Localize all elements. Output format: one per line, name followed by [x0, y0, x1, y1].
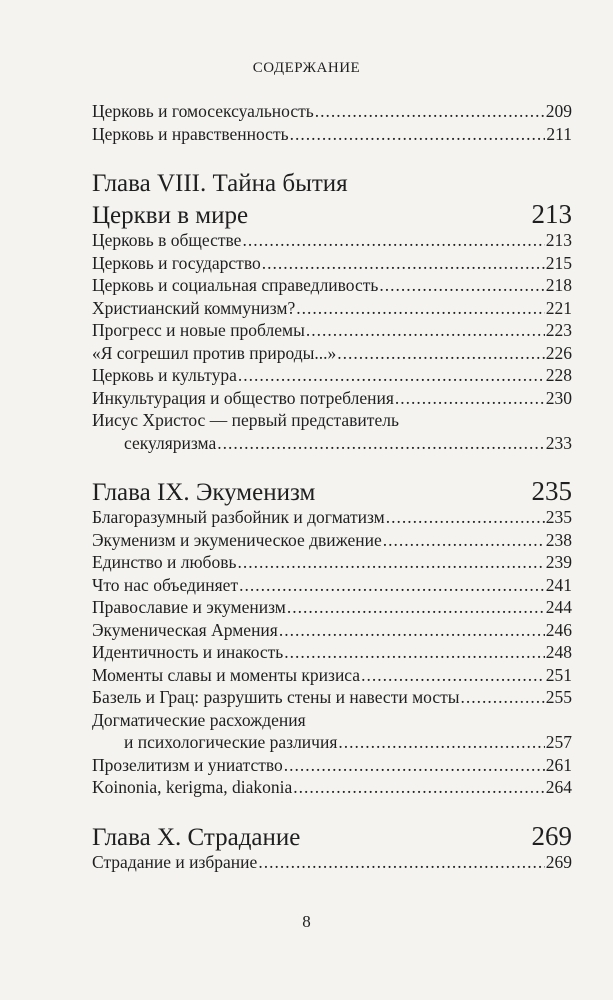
toc-entry-title: Прозелитизм и униатство [92, 754, 283, 775]
toc-entry-page: 251 [545, 664, 572, 685]
dot-leader [461, 686, 545, 709]
toc-entry-page: 221 [545, 297, 572, 318]
dot-leader [306, 319, 545, 342]
toc-entry-title: Koinonia, kerigma, diakonia [92, 777, 293, 797]
toc-entry-title: Что нас объединяет [92, 574, 239, 595]
toc-entry-title: Базель и Грац: разрушить стены и навести мосты [92, 687, 460, 707]
chapter-title[interactable] [92, 199, 572, 229]
dot-leader [395, 387, 545, 410]
toc-entry-title: Христианский коммунизм? [92, 297, 296, 318]
toc-entry-title: секуляризма [124, 432, 217, 453]
toc-entry[interactable] [92, 551, 572, 574]
toc-entry[interactable] [92, 297, 572, 320]
toc-entry-page: 233 [545, 432, 572, 453]
toc-entry-page: 261 [545, 754, 572, 775]
toc-entry-title: Церковь и гомосексуальность [92, 101, 314, 121]
toc-entry-page: 209 [545, 101, 572, 121]
toc-entry-page: 230 [545, 387, 572, 408]
dot-leader [284, 641, 545, 664]
toc-entry[interactable] [92, 432, 572, 455]
chapter-title[interactable] [92, 476, 572, 506]
toc-entry[interactable] [92, 252, 572, 275]
toc-entry-page: 223 [545, 320, 572, 340]
dot-leader [290, 123, 546, 146]
toc-entry[interactable] [92, 342, 572, 365]
toc-entry-page: 218 [545, 275, 572, 295]
dot-leader [293, 776, 545, 799]
toc-entry-multiline-first[interactable]: Догматические расхождения [92, 709, 306, 730]
toc-entry-title: Единство и любовь [92, 552, 237, 572]
dot-leader [379, 274, 544, 297]
dot-leader [383, 529, 545, 552]
toc-entry-page: 228 [545, 365, 572, 385]
chapter-title-line1: Глава VIII. Тайна бытия [92, 170, 348, 197]
dot-leader [386, 506, 545, 529]
toc-entry[interactable] [92, 731, 572, 754]
table-of-contents [92, 100, 572, 873]
toc-entry[interactable] [92, 100, 572, 123]
toc-entry-title: Церковь и социальная справедливость [92, 275, 379, 295]
chapter-page: 269 [531, 820, 572, 851]
toc-entry[interactable] [92, 529, 572, 552]
toc-entry-page: 269 [545, 851, 572, 872]
running-header: СОДЕРЖАНИЕ [252, 60, 361, 76]
dot-leader [287, 596, 545, 619]
toc-entry-title: Прогресс и новые проблемы [92, 320, 305, 340]
toc-entry-page: 226 [545, 342, 572, 363]
toc-entry[interactable] [92, 574, 572, 597]
dot-leader [262, 252, 545, 275]
chapter-10 [92, 821, 572, 874]
toc-entry-title: Церковь в обществе [92, 230, 242, 250]
toc-entry-page: 241 [545, 574, 572, 595]
toc-entry-page: 238 [545, 529, 572, 550]
toc-entry-page: 211 [546, 123, 572, 144]
toc-entry[interactable] [92, 387, 572, 410]
toc-entry[interactable] [92, 754, 572, 777]
toc-entry-page: 215 [545, 252, 572, 273]
dot-leader [217, 432, 544, 455]
toc-entry-title: Православие и экуменизм [92, 597, 286, 617]
dot-leader [296, 297, 545, 320]
dot-leader [242, 229, 544, 252]
chapter-title[interactable] [92, 821, 572, 851]
toc-entry-page: 244 [545, 597, 572, 617]
toc-entry-page: 235 [545, 507, 572, 527]
toc-entry-page: 264 [545, 777, 572, 797]
toc-entry[interactable] [92, 123, 572, 146]
toc-entry-multiline-first[interactable]: Иисус Христос — первый представитель [92, 410, 399, 430]
toc-entry-title: Страдание и избрание [92, 851, 258, 872]
toc-entry[interactable] [92, 664, 572, 687]
chapter-title-line2: Церкви в мире [92, 202, 249, 229]
toc-entry[interactable] [92, 319, 572, 342]
toc-entry-page: 246 [545, 619, 572, 640]
dot-leader [337, 342, 544, 365]
toc-entry-title: Экуменическая Армения [92, 619, 278, 640]
toc-entry-title: Инкультурация и общество потребления [92, 387, 394, 408]
toc-entry[interactable] [92, 641, 572, 664]
dot-leader [361, 664, 545, 687]
dot-leader [338, 731, 544, 754]
dot-leader [239, 574, 545, 597]
toc-entry-title: Церковь и культура [92, 365, 237, 385]
toc-entry-title: Церковь и нравственность [92, 123, 289, 144]
toc-entry[interactable] [92, 596, 572, 619]
page-number: 8 [302, 912, 311, 931]
toc-entry-title: Церковь и государство [92, 252, 261, 273]
toc-entry[interactable] [92, 776, 572, 799]
toc-entry[interactable] [92, 364, 572, 387]
toc-entry[interactable] [92, 274, 572, 297]
chapter-page: 213 [531, 199, 572, 229]
toc-entry-title: Экуменизм и экуменическое движение [92, 529, 382, 550]
toc-entry-page: 213 [545, 230, 572, 250]
toc-entry-title: Моменты славы и моменты кризиса [92, 664, 361, 685]
toc-entry[interactable] [92, 229, 572, 252]
toc-entry-title: Благоразумный разбойник и догматизм [92, 507, 385, 527]
toc-entry-page: 255 [545, 687, 572, 707]
toc-entry[interactable] [92, 686, 572, 709]
toc-entry-title: «Я согрешил против природы...» [92, 342, 337, 363]
toc-entry[interactable] [92, 619, 572, 642]
toc-entry-title: Идентичность и инакость [92, 642, 284, 662]
dot-leader [258, 851, 544, 874]
chapter-9 [92, 476, 572, 799]
toc-entry-title: и психологические различия [124, 732, 338, 752]
dot-leader [237, 551, 544, 574]
chapter-page: 235 [531, 476, 572, 506]
chapter-title-text: Глава X. Страдание [92, 823, 301, 851]
toc-entry-page: 239 [545, 552, 572, 572]
toc-entry[interactable] [92, 506, 572, 529]
dot-leader [315, 100, 545, 123]
dot-leader [284, 754, 545, 777]
toc-entry-page: 257 [545, 732, 572, 752]
chapter-title[interactable] [92, 169, 572, 199]
chapter-8 [92, 169, 572, 454]
toc-entry-page: 248 [545, 642, 572, 662]
chapter-title-text: Глава IX. Экуменизм [92, 479, 316, 506]
dot-leader [279, 619, 545, 642]
dot-leader [238, 364, 545, 387]
toc-entry[interactable] [92, 851, 572, 874]
